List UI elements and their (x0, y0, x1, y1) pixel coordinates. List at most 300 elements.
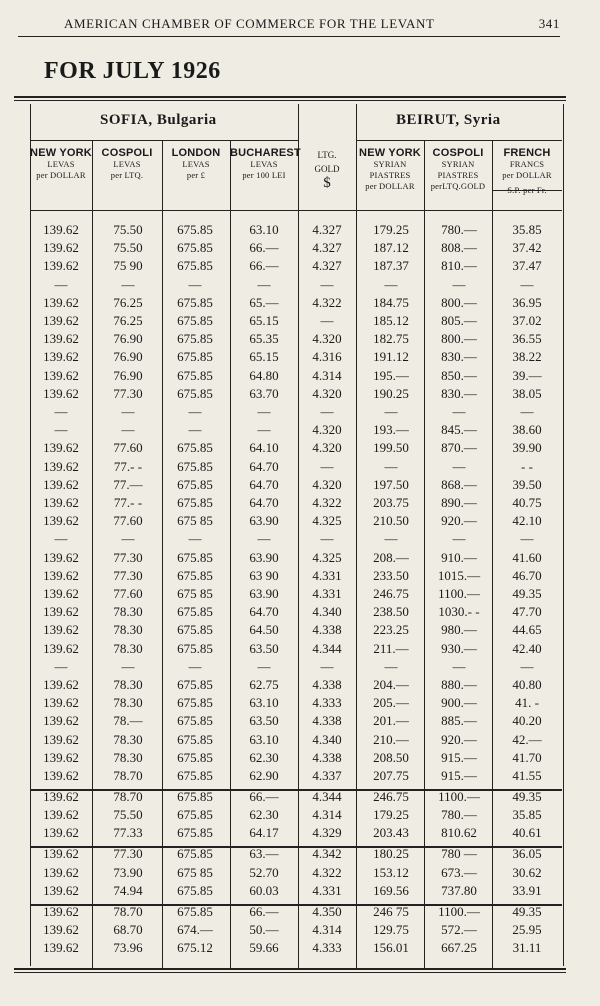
table-cell: 830.— (441, 385, 477, 401)
table-cell: 675.85 (177, 567, 213, 583)
column-header (492, 148, 562, 196)
table-cell: 41.70 (512, 749, 542, 765)
table-cell: 36.55 (512, 331, 542, 347)
table-row (30, 750, 562, 768)
table-cell: 675.85 (177, 677, 213, 692)
table-cell: 1100.— (438, 903, 480, 919)
table-cell: 139.62 (43, 825, 79, 841)
table-cell: 65.35 (249, 331, 279, 347)
table-cell: 40.75 (512, 495, 542, 510)
table-cell: 38.05 (512, 385, 542, 401)
page-number: 341 (538, 16, 560, 31)
table-cell: 78.70 (113, 768, 143, 783)
table-cell: - - (521, 458, 533, 474)
table-row (30, 331, 562, 349)
double-rule-bottom-thin (14, 972, 566, 973)
table-cell: 4.314 (312, 922, 342, 937)
table-cell: 36.95 (512, 294, 542, 310)
table-row (30, 677, 562, 695)
table-cell: 139.62 (43, 349, 79, 365)
table-cell: 4.340 (312, 731, 342, 747)
table-cell: 675.85 (177, 549, 213, 565)
column-header-label: NEW YORK (359, 147, 421, 159)
table-cell: 191.12 (373, 349, 409, 365)
table-cell: 42.— (512, 731, 542, 747)
column-header-label: NEW YORK (30, 147, 92, 159)
table-cell: 4.338 (312, 713, 342, 729)
table-cell: 139.62 (43, 440, 79, 456)
table-cell: — (320, 276, 334, 292)
table-cell: 64.70 (249, 476, 279, 492)
table-cell: 74.94 (113, 882, 143, 898)
column-header (92, 148, 162, 181)
table-cell: — (384, 276, 398, 292)
table-row (30, 531, 562, 549)
table-cell: 139.62 (43, 367, 79, 383)
table-cell: 810.62 (441, 825, 477, 841)
table-cell: 4.344 (312, 640, 342, 656)
table-cell: 238.50 (373, 604, 409, 620)
table-row (30, 846, 562, 864)
table-row (30, 277, 562, 295)
table-cell: — (520, 404, 534, 419)
column-header-label: COSPOLI (101, 147, 153, 159)
table-cell: 66.— (249, 903, 279, 919)
table-cell: — (188, 276, 202, 292)
table-cell: 880.— (441, 677, 477, 692)
column-header-line: LEVAS (182, 159, 210, 169)
table-cell: 78.30 (113, 622, 143, 638)
table-row (30, 904, 562, 922)
table-cell: 77.- - (113, 495, 143, 510)
table-cell: 139.62 (43, 313, 79, 328)
table-cell: 667.25 (441, 940, 477, 956)
table-cell: 195.— (373, 367, 409, 383)
table-cell: 65.15 (249, 349, 279, 365)
section-title: FOR JULY 1926 (44, 58, 221, 84)
table-cell: 1100.— (438, 586, 480, 601)
table-cell: 63.70 (249, 385, 279, 401)
table-cell: 675.85 (177, 331, 213, 347)
column-header-label: COSPOLI (432, 147, 484, 159)
table-cell: 139.62 (43, 731, 79, 747)
table-cell: 890.— (441, 495, 477, 510)
table-cell: 77.- - (113, 458, 143, 474)
column-header-line: S.P. per Fr. (507, 185, 547, 195)
table-cell: 180.25 (373, 846, 409, 862)
table-cell: 129.75 (373, 922, 409, 937)
table-cell: 139.62 (43, 222, 79, 237)
table-cell: 207.75 (373, 768, 409, 783)
table-cell: — (320, 404, 334, 419)
table-cell: — (188, 404, 202, 419)
table-cell: 139.62 (43, 294, 79, 310)
table-cell: 64.70 (249, 458, 279, 474)
table-cell: 210.50 (373, 513, 409, 529)
table-cell: 4.344 (312, 789, 342, 804)
table-cell: — (452, 276, 466, 292)
table-cell: 868.— (441, 476, 477, 492)
double-rule-bottom (14, 968, 566, 970)
table-cell: 675.85 (177, 825, 213, 841)
table-cell: — (452, 658, 466, 674)
table-row (30, 865, 562, 883)
column-header-line: per DOLLAR (365, 181, 415, 191)
table-row (30, 386, 562, 404)
table-cell: 46.70 (512, 567, 542, 583)
column-header-ltg-gold (298, 148, 356, 190)
table-cell: 737.80 (441, 882, 477, 898)
table-cell: — (520, 658, 534, 674)
table-cell: 76.90 (113, 331, 143, 347)
table-cell: 25.95 (512, 922, 542, 937)
column-header-line: perLTQ.GOLD (430, 181, 486, 191)
table-row (30, 732, 562, 750)
table-cell: 50.— (249, 922, 279, 937)
header-rule (30, 210, 562, 211)
table-cell: 870.— (441, 440, 477, 456)
table-cell: 66.— (249, 789, 279, 804)
table-row (30, 459, 562, 477)
table-cell: 60.03 (249, 882, 279, 898)
table-cell: 980.— (441, 622, 477, 638)
table-cell: — (384, 458, 398, 474)
table-row (30, 604, 562, 622)
table-cell: 156.01 (373, 940, 409, 956)
table-row (30, 404, 562, 422)
table-cell: 4.338 (312, 677, 342, 692)
table-cell: 63 90 (249, 567, 279, 583)
table-cell: 675 85 (177, 586, 213, 601)
table-cell: 78.30 (113, 695, 143, 711)
table-cell: 675.85 (177, 640, 213, 656)
table-cell: 4.333 (312, 695, 342, 711)
table-cell: — (452, 458, 466, 474)
table-cell: 169.56 (373, 882, 409, 898)
table-cell: 4.340 (312, 604, 342, 620)
table-cell: 930.— (441, 640, 477, 656)
table-cell: 675.85 (177, 495, 213, 510)
table-cell: 49.35 (512, 586, 542, 601)
table-cell: 808.— (441, 240, 477, 256)
table-cell: 179.25 (373, 222, 409, 237)
table-cell: 675.85 (177, 768, 213, 783)
table-cell: 800.— (441, 331, 477, 347)
group-separator (30, 846, 562, 848)
table-cell: 64.50 (249, 622, 279, 638)
table-cell: 65.— (249, 294, 279, 310)
table-cell: 63.90 (249, 586, 279, 601)
column-header-line: per LTQ. (110, 170, 144, 180)
table-row (30, 568, 562, 586)
table-cell: 62.75 (249, 677, 279, 692)
table-cell: 139.62 (43, 258, 79, 274)
table-cell: 4.320 (312, 440, 342, 456)
table-row (30, 550, 562, 568)
table-cell: — (121, 404, 135, 419)
table-cell: 203.43 (373, 825, 409, 841)
table-cell: 35.85 (512, 807, 542, 823)
table-cell: — (54, 531, 68, 547)
table-cell: 184.75 (373, 294, 409, 310)
table-row (30, 240, 562, 258)
table-cell: 37.02 (512, 313, 542, 328)
table-cell: 4.322 (312, 495, 342, 510)
table-cell: 41.55 (512, 768, 542, 783)
table-row (30, 495, 562, 513)
table-cell: 62.30 (249, 807, 279, 823)
table-cell: 675.85 (177, 476, 213, 492)
table-cell: 675.12 (177, 940, 213, 956)
table-cell: 78.30 (113, 677, 143, 692)
table-cell: 68.70 (113, 922, 143, 937)
column-header-line: SYRIAN (441, 159, 475, 169)
column-header-line: LTG. (317, 150, 337, 160)
table-cell: 63.10 (249, 695, 279, 711)
table-cell: — (520, 531, 534, 547)
table-cell: 66.— (249, 240, 279, 256)
column-header (162, 148, 230, 181)
table-cell: 139.62 (43, 240, 79, 256)
table-cell: 44.65 (512, 622, 542, 638)
table-cell: 4.337 (312, 768, 342, 783)
table-cell: 139.62 (43, 586, 79, 601)
table-cell: — (257, 276, 271, 292)
table-cell: — (188, 531, 202, 547)
table-cell: 75.50 (113, 807, 143, 823)
table-cell: 190.25 (373, 385, 409, 401)
table-cell: 41.60 (512, 549, 542, 565)
table-cell: 66.— (249, 258, 279, 274)
group-heading-beirut: BEIRUT, Syria (396, 112, 501, 128)
table-cell: 78.30 (113, 749, 143, 765)
table-row (30, 641, 562, 659)
table-cell: 47.70 (512, 604, 542, 620)
table-cell: 920.— (441, 731, 477, 747)
table-cell: 77.60 (113, 586, 143, 601)
table-cell: 39.90 (512, 440, 542, 456)
column-header-line: per DOLLAR (502, 170, 552, 180)
column-header-line: LEVAS (113, 159, 141, 169)
table-cell: 64.80 (249, 367, 279, 383)
table-cell: 246.75 (373, 789, 409, 804)
table-cell: 910.— (441, 549, 477, 565)
table-cell: — (320, 313, 334, 328)
table-cell: 64.70 (249, 495, 279, 510)
table-row (30, 825, 562, 843)
table-cell: 139.62 (43, 567, 79, 583)
table-cell: 139.62 (43, 789, 79, 804)
dollar-sign: $ (323, 175, 331, 191)
column-header (424, 148, 492, 192)
table-cell: 780 — (441, 846, 477, 862)
running-head (18, 12, 560, 37)
running-head-title: AMERICAN CHAMBER OF COMMERCE FOR THE LEVANT (64, 16, 435, 31)
table-cell: 675.85 (177, 349, 213, 365)
table-cell: 38.22 (512, 349, 542, 365)
table-cell: 187.12 (373, 240, 409, 256)
table-cell: — (257, 404, 271, 419)
table-cell: 4.331 (312, 567, 342, 583)
table-cell: 675.85 (177, 313, 213, 328)
table-cell: 38.60 (512, 422, 542, 438)
table-cell: — (320, 658, 334, 674)
table-cell: 63.90 (249, 513, 279, 529)
table-cell: — (384, 404, 398, 419)
table-cell: 76.90 (113, 367, 143, 383)
table-cell: 675 85 (177, 513, 213, 529)
table-cell: 673.— (441, 864, 477, 880)
table-cell: — (54, 276, 68, 292)
table-cell: 139.62 (43, 495, 79, 510)
table-cell: 203.75 (373, 495, 409, 510)
table-cell: 62.30 (249, 749, 279, 765)
table-cell: 77.30 (113, 846, 143, 862)
double-rule-top-thin (14, 100, 566, 101)
table-cell: 139.62 (43, 677, 79, 692)
table-cell: 77.30 (113, 549, 143, 565)
table-row (30, 349, 562, 367)
table-cell: 223.25 (373, 622, 409, 638)
table-cell: 4.320 (312, 331, 342, 347)
table-cell: 31.11 (512, 940, 542, 956)
table-cell: 64.17 (249, 825, 279, 841)
column-header-line: SYRIAN (373, 159, 407, 169)
table-cell: 900.— (441, 695, 477, 711)
table-cell: 182.75 (373, 331, 409, 347)
table-cell: 78.70 (113, 789, 143, 804)
table-row (30, 922, 562, 940)
table-cell: 30.62 (512, 864, 542, 880)
group-heading-sofia: SOFIA, Bulgaria (100, 112, 217, 128)
table-cell: 77.60 (113, 513, 143, 529)
group-rule (30, 140, 298, 141)
table-cell: 675.85 (177, 222, 213, 237)
table-cell: 675.85 (177, 731, 213, 747)
table-cell: 139.62 (43, 713, 79, 729)
table-cell: 915.— (441, 768, 477, 783)
column-header-line: per £ (186, 170, 206, 180)
table-cell: 4.350 (312, 903, 342, 919)
table-cell: 246 75 (373, 903, 409, 919)
table-cell: 64.70 (249, 604, 279, 620)
table-cell: — (121, 422, 135, 438)
table-cell: 73.90 (113, 864, 143, 880)
table-cell: 75 90 (113, 258, 143, 274)
table-cell: — (257, 531, 271, 547)
column-header-line: GOLD (314, 164, 340, 174)
table-cell: 78.30 (113, 604, 143, 620)
table-cell: 830.— (441, 349, 477, 365)
table-cell: 139.62 (43, 513, 79, 529)
table-cell: 675.85 (177, 903, 213, 919)
table-cell: 4.327 (312, 258, 342, 274)
table-cell: 675.85 (177, 258, 213, 274)
table-cell: — (452, 531, 466, 547)
table-cell: 675.85 (177, 713, 213, 729)
table-cell: 4.331 (312, 882, 342, 898)
table-cell: 75.50 (113, 240, 143, 256)
column-header (356, 148, 424, 192)
table-cell: 4.338 (312, 622, 342, 638)
table-cell: 42.40 (512, 640, 542, 656)
table-cell: 63.50 (249, 713, 279, 729)
table-row (30, 222, 562, 240)
table-row (30, 258, 562, 276)
table-cell: 4.314 (312, 807, 342, 823)
table-cell: 63.— (249, 846, 279, 862)
table-cell: 4.331 (312, 586, 342, 601)
column-header-line: PIASTRES (437, 170, 479, 180)
column-header-label: FRENCH (503, 147, 551, 159)
table-cell: 675.85 (177, 458, 213, 474)
column-header-line: per 100 LEI (242, 170, 286, 180)
table-cell: 139.62 (43, 903, 79, 919)
table-cell: 208.50 (373, 749, 409, 765)
table-cell: 675.85 (177, 807, 213, 823)
table-cell: — (384, 531, 398, 547)
column-header (230, 147, 301, 181)
table-cell: 33.91 (512, 882, 542, 898)
table-cell: — (54, 404, 68, 419)
table-row (30, 695, 562, 713)
table-cell: 63.10 (249, 222, 279, 237)
table-cell: 78.30 (113, 731, 143, 747)
table-cell: 246.75 (373, 586, 409, 601)
table-row (30, 586, 562, 604)
table-cell: 204.— (373, 677, 409, 692)
table-cell: 139.62 (43, 385, 79, 401)
table-cell: 77.60 (113, 440, 143, 456)
column-header (30, 148, 92, 181)
table-cell: 139.62 (43, 864, 79, 880)
table-cell: — (257, 422, 271, 438)
table-cell: 139.62 (43, 476, 79, 492)
table-cell: 675.85 (177, 294, 213, 310)
table-row (30, 477, 562, 495)
table-cell: 210.— (373, 731, 409, 747)
table-cell: 675.85 (177, 749, 213, 765)
table-cell: — (384, 658, 398, 674)
table-cell: 63.50 (249, 640, 279, 656)
table-cell: 139.62 (43, 922, 79, 937)
table-row (30, 422, 562, 440)
table-cell: 77.— (113, 476, 143, 492)
table-cell: 76.25 (113, 313, 143, 328)
table-cell: 77.30 (113, 385, 143, 401)
table-cell: 76.90 (113, 349, 143, 365)
table-cell: 675.85 (177, 385, 213, 401)
column-header-line: per DOLLAR (36, 170, 86, 180)
table-cell: 675.85 (177, 604, 213, 620)
table-cell: 139.62 (43, 549, 79, 565)
table-cell: 675.85 (177, 846, 213, 862)
table-cell: — (121, 276, 135, 292)
table-cell: 65.15 (249, 313, 279, 328)
table-cell: 800.— (441, 294, 477, 310)
table-cell: 139.62 (43, 458, 79, 474)
table-cell: 40.61 (512, 825, 542, 841)
column-header-line: LEVAS (250, 159, 278, 169)
table-cell: — (257, 658, 271, 674)
table-row (30, 789, 562, 807)
table-cell: 139.62 (43, 622, 79, 638)
table-cell: 64.10 (249, 440, 279, 456)
table-cell: 139.62 (43, 807, 79, 823)
table-cell: — (320, 458, 334, 474)
table-row (30, 659, 562, 677)
table-cell: 780.— (441, 222, 477, 237)
